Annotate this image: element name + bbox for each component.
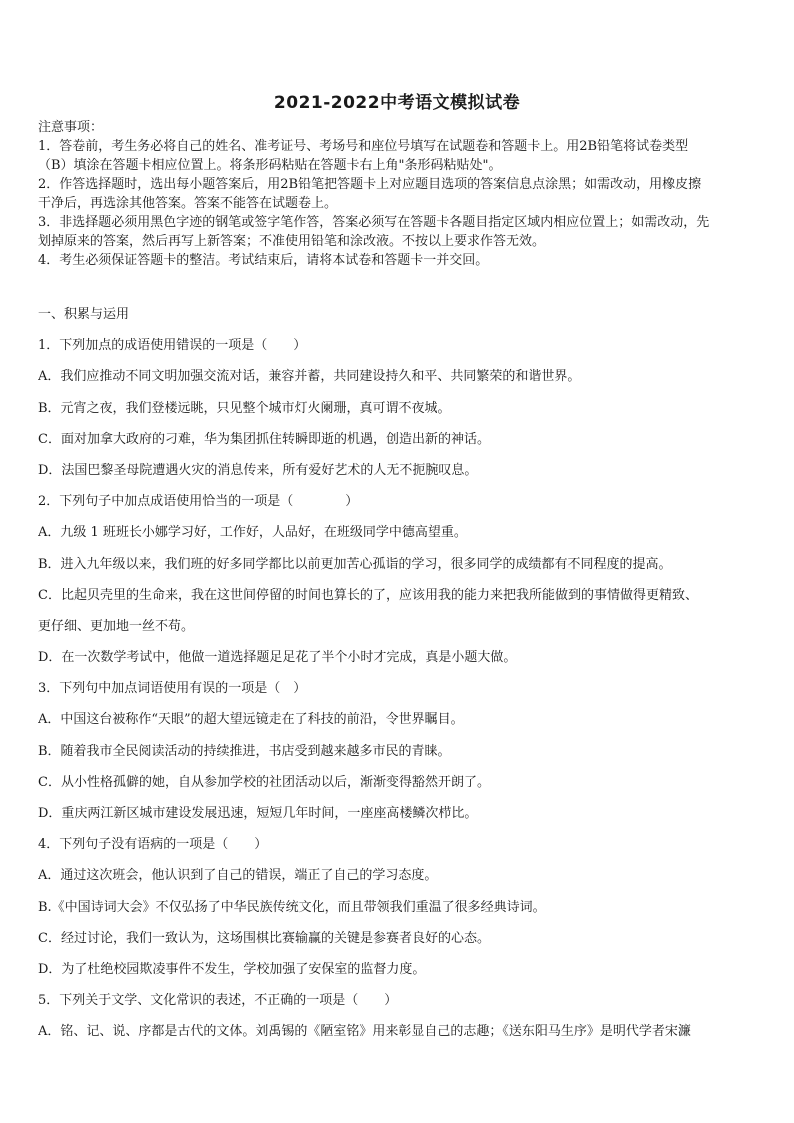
question-3-option-a: A．中国这台被称作“天眼”的超大望远镜走在了科技的前沿，令世界瞩目。 (38, 712, 464, 728)
question-4-option-d: D．为了杜绝校园欺凌事件不发生，学校加强了安保室的监督力度。 (38, 961, 426, 977)
question-2-stem: 2．下列句子中加点成语使用恰当的一项是（ ） (38, 494, 359, 510)
question-1-option-d: D．法国巴黎圣母院遭遇火灾的消息传来，所有爱好艺术的人无不扼腕叹息。 (38, 462, 478, 478)
notes-block (38, 118, 764, 270)
question-1-stem: 1．下列加点的成语使用错误的一项是（ ） (38, 338, 307, 354)
question-4-option-c: C．经过讨论，我们一致认为，这场围棋比赛输赢的关键是参赛者良好的心态。 (38, 930, 490, 946)
question-3-stem: 3．下列句中加点词语使用有误的一项是（ ） (38, 681, 307, 697)
question-1-option-a: A．我们应推动不同文明加强交流对话，兼容并蓄，共同建设持久和平、共同繁荣的和谐世界。 (38, 369, 581, 385)
notes-line: 1．答卷前，考生务必将自己的姓名、准考证号、考场号和座位号填写在试题卷和答题卡上。用2B铅笔将试卷类型 (38, 139, 689, 154)
notes-line: 4．考生必须保证答题卡的整洁。考试结束后，请将本试卷和答题卡一并交回。 (38, 253, 489, 268)
question-3-option-b: B．随着我市全民阅读活动的持续推进，书店受到越来越多市民的青睐。 (38, 743, 451, 759)
question-4-option-a: A．通过这次班会，他认识到了自己的错误，端正了自己的学习态度。 (38, 868, 438, 884)
notes-line: 3．非选择题必须用黑色字迹的钢笔或签字笔作答，答案必须写在答题卡各题目指定区域内相应位置上；如需改动，先 (38, 215, 710, 230)
question-2-option-a: A．九级 1 班班长小娜学习好，工作好，人品好，在班级同学中德高望重。 (38, 525, 467, 541)
notes-line: 干净后，再选涂其他答案。答案不能答在试题卷上。 (38, 196, 338, 211)
page-title: 2021-2022中考语文模拟试卷 (273, 93, 521, 113)
question-2-option-c-continued: 更仔细、更加地一丝不苟。 (38, 618, 195, 634)
question-5-stem: 5．下列关于文学、文化常识的表述，不正确的一项是（ ） (38, 993, 398, 1009)
question-5-option-a: A．铭、记、说、序都是古代的文体。刘禹锡的《陋室铭》用来彰显自己的志趣；《送东阳马生序》是明代学者宋濂 (38, 1024, 691, 1040)
section-heading: 一、积累与运用 (38, 307, 130, 322)
notes-line: （B）填涂在答题卡相应位置上。将条形码粘贴在答题卡右上角"条形码粘贴处"。 (38, 158, 502, 173)
question-2-option-d: D．在一次数学考试中，他做一道选择题足足花了半个小时才完成，真是小题大做。 (38, 650, 517, 666)
question-2-option-c: C．比起贝壳里的生命来，我在这世间停留的时间也算长的了，应该用我的能力来把我所能做到的事情做得更精致、 (38, 587, 698, 603)
notes-heading: 注意事项： (38, 120, 104, 135)
question-4-option-b: B.《中国诗词大会》不仅弘扬了中华民族传统文化，而且带领我们重温了很多经典诗词。 (38, 899, 546, 915)
questions-block (38, 306, 764, 1055)
question-1-option-c: C．面对加拿大政府的刁难，华为集团抓住转瞬即逝的机遇，创造出新的神话。 (38, 431, 490, 447)
question-1-option-b: B．元宵之夜，我们登楼远眺，只见整个城市灯火阑珊，真可谓不夜城。 (38, 400, 451, 416)
question-4-stem: 4．下列句子没有语病的一项是（ ） (38, 837, 268, 853)
notes-line: 划掉原来的答案，然后再写上新答案；不准使用铅笔和涂改液。不按以上要求作答无效。 (38, 234, 546, 249)
notes-line: 2．作答选择题时，选出每小题答案后，用2B铅笔把答题卡上对应题目选项的答案信息点涂黑；如需改动，用橡皮擦 (38, 177, 702, 192)
question-3-option-d: D．重庆两江新区城市建设发展迅速，短短几年时间，一座座高楼鳞次栉比。 (38, 806, 478, 821)
question-3-option-c: C．从小性格孤僻的她，自从参加学校的社团活动以后，渐渐变得豁然开朗了。 (38, 774, 490, 790)
question-2-option-b: B．进入九年级以来，我们班的好多同学都比以前更加苦心孤诣的学习，很多同学的成绩都有不同程度的提高。 (38, 556, 672, 572)
